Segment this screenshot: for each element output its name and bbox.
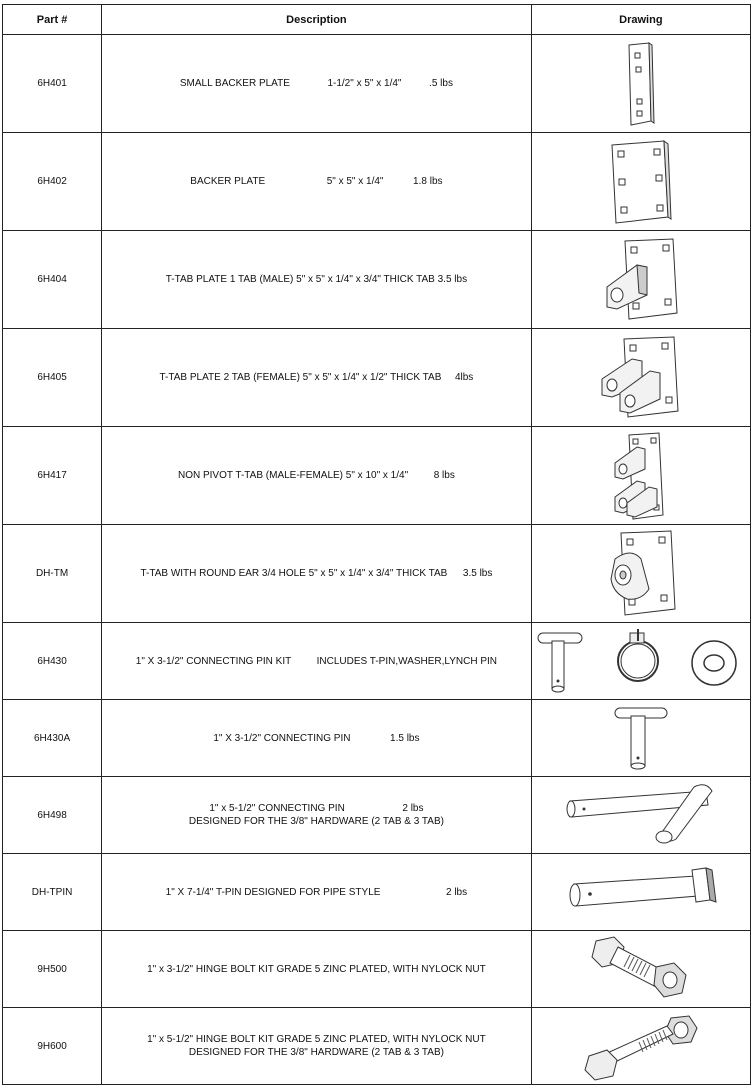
drawing-cell (531, 931, 750, 1008)
desc-name: NON PIVOT T-TAB (MALE-FEMALE) 5" x 10" x 1/4" (177, 470, 409, 481)
description (102, 623, 532, 700)
table-row (3, 35, 751, 133)
part-number: 9H600 (3, 1008, 102, 1085)
table-row (3, 777, 751, 854)
description (102, 854, 532, 931)
drawing-cell (531, 525, 750, 623)
table-row (3, 231, 751, 329)
desc-line-2: DESIGNED FOR THE 3/8" HARDWARE (2 TAB & 3 TAB) (188, 816, 444, 827)
desc-name: T-TAB WITH ROUND EAR 3/4 HOLE 5" x 5" x 1/4" x 3/4" THICK TAB (140, 568, 448, 579)
desc-weight: 2 lbs (446, 886, 468, 898)
desc-line-2: DESIGNED FOR THE 3/8" HARDWARE (2 TAB & 3 TAB) (188, 1047, 444, 1058)
desc-name: BACKER PLATE (190, 176, 266, 187)
desc-weight: 8 lbs (433, 470, 455, 481)
t-tab-plate-female-icon (596, 335, 686, 421)
drawing-cell (531, 35, 750, 133)
drawing-cell (531, 427, 750, 525)
desc-name: 1" x 5-1/2" CONNECTING PIN (209, 803, 345, 814)
t-tab-plate-male-icon (601, 237, 681, 323)
small-backer-plate-icon (621, 41, 661, 127)
connecting-pin-icon (609, 702, 673, 774)
desc-size: 5" x 5" x 1/4" (326, 176, 384, 187)
backer-plate-icon (606, 139, 676, 225)
desc-name: T-TAB PLATE 2 TAB (FEMALE) 5" x 5" x 1/4" x 1/2" THICK TAB (159, 372, 442, 383)
description (102, 777, 532, 854)
drawing-cell (531, 329, 750, 427)
desc-weight: 3.5 lbs (462, 568, 493, 579)
table-row (3, 1008, 751, 1085)
part-number: 9H500 (3, 931, 102, 1008)
desc-weight: .5 lbs (429, 78, 453, 89)
description (102, 1008, 532, 1085)
desc-weight: 1.8 lbs (413, 176, 443, 187)
part-number: 6H417 (3, 427, 102, 525)
part-number: DH-TM (3, 525, 102, 623)
header-part: Part # (3, 5, 102, 35)
desc-line-1: 1" x 5-1/2" HINGE BOLT KIT GRADE 5 ZINC PLATED, WITH NYLOCK NUT (147, 1034, 486, 1045)
description: T-TAB PLATE 1 TAB (MALE) 5" x 5" x 1/4" x 3/4" THICK TAB 3.5 lbs (102, 231, 532, 329)
part-number: 6H430 (3, 623, 102, 700)
table-header-row (3, 5, 751, 35)
description (102, 700, 532, 777)
desc-name: 1" X 3-1/2" CONNECTING PIN (213, 732, 351, 744)
table-row (3, 700, 751, 777)
part-number: 6H405 (3, 329, 102, 427)
part-number: 6H430A (3, 700, 102, 777)
description (102, 525, 532, 623)
part-number: 6H404 (3, 231, 102, 329)
description (102, 329, 532, 427)
hinge-bolt-kit-short-icon (586, 933, 696, 1005)
drawing-cell (531, 231, 750, 329)
drawing-cell (531, 854, 750, 931)
table-row (3, 525, 751, 623)
header-description: Description (102, 5, 532, 35)
table-row (3, 133, 751, 231)
table-row (3, 623, 751, 700)
desc-weight: 1.5 lbs (390, 732, 420, 744)
drawing-cell (531, 777, 750, 854)
connecting-pin-kit-icon (534, 625, 748, 697)
desc-size: 1-1/2" x 5" x 1/4" (327, 78, 402, 89)
description (102, 35, 532, 133)
description (102, 427, 532, 525)
description: 1" x 3-1/2" HINGE BOLT KIT GRADE 5 ZINC PLATED, WITH NYLOCK NUT (102, 931, 532, 1008)
part-number: DH-TPIN (3, 854, 102, 931)
desc-name: SMALL BACKER PLATE (179, 78, 290, 89)
table-row (3, 329, 751, 427)
header-drawing: Drawing (531, 5, 750, 35)
drawing-cell (531, 133, 750, 231)
non-pivot-t-tab-icon (611, 431, 671, 521)
desc-weight: 4lbs (454, 372, 474, 383)
desc-name: 1" X 7-1/4" T-PIN DESIGNED FOR PIPE STYLE (165, 886, 381, 898)
description (102, 133, 532, 231)
long-connecting-pin-icon (556, 779, 726, 851)
table-row (3, 931, 751, 1008)
part-number: 6H402 (3, 133, 102, 231)
desc-extra: INCLUDES T-PIN,WASHER,LYNCH PIN (316, 655, 498, 667)
table-row (3, 854, 751, 931)
part-number: 6H401 (3, 35, 102, 133)
drawing-cell (531, 1008, 750, 1085)
parts-table (2, 4, 751, 1085)
drawing-cell (531, 700, 750, 777)
desc-name: 1" X 3-1/2" CONNECTING PIN KIT (135, 655, 292, 667)
hinge-bolt-kit-long-icon (581, 1010, 701, 1082)
drawing-cell (531, 623, 750, 700)
part-number: 6H498 (3, 777, 102, 854)
table-row (3, 427, 751, 525)
t-tab-round-ear-icon (601, 529, 681, 619)
desc-weight: 2 lbs (402, 803, 424, 814)
t-pin-pipe-style-icon (556, 862, 726, 922)
